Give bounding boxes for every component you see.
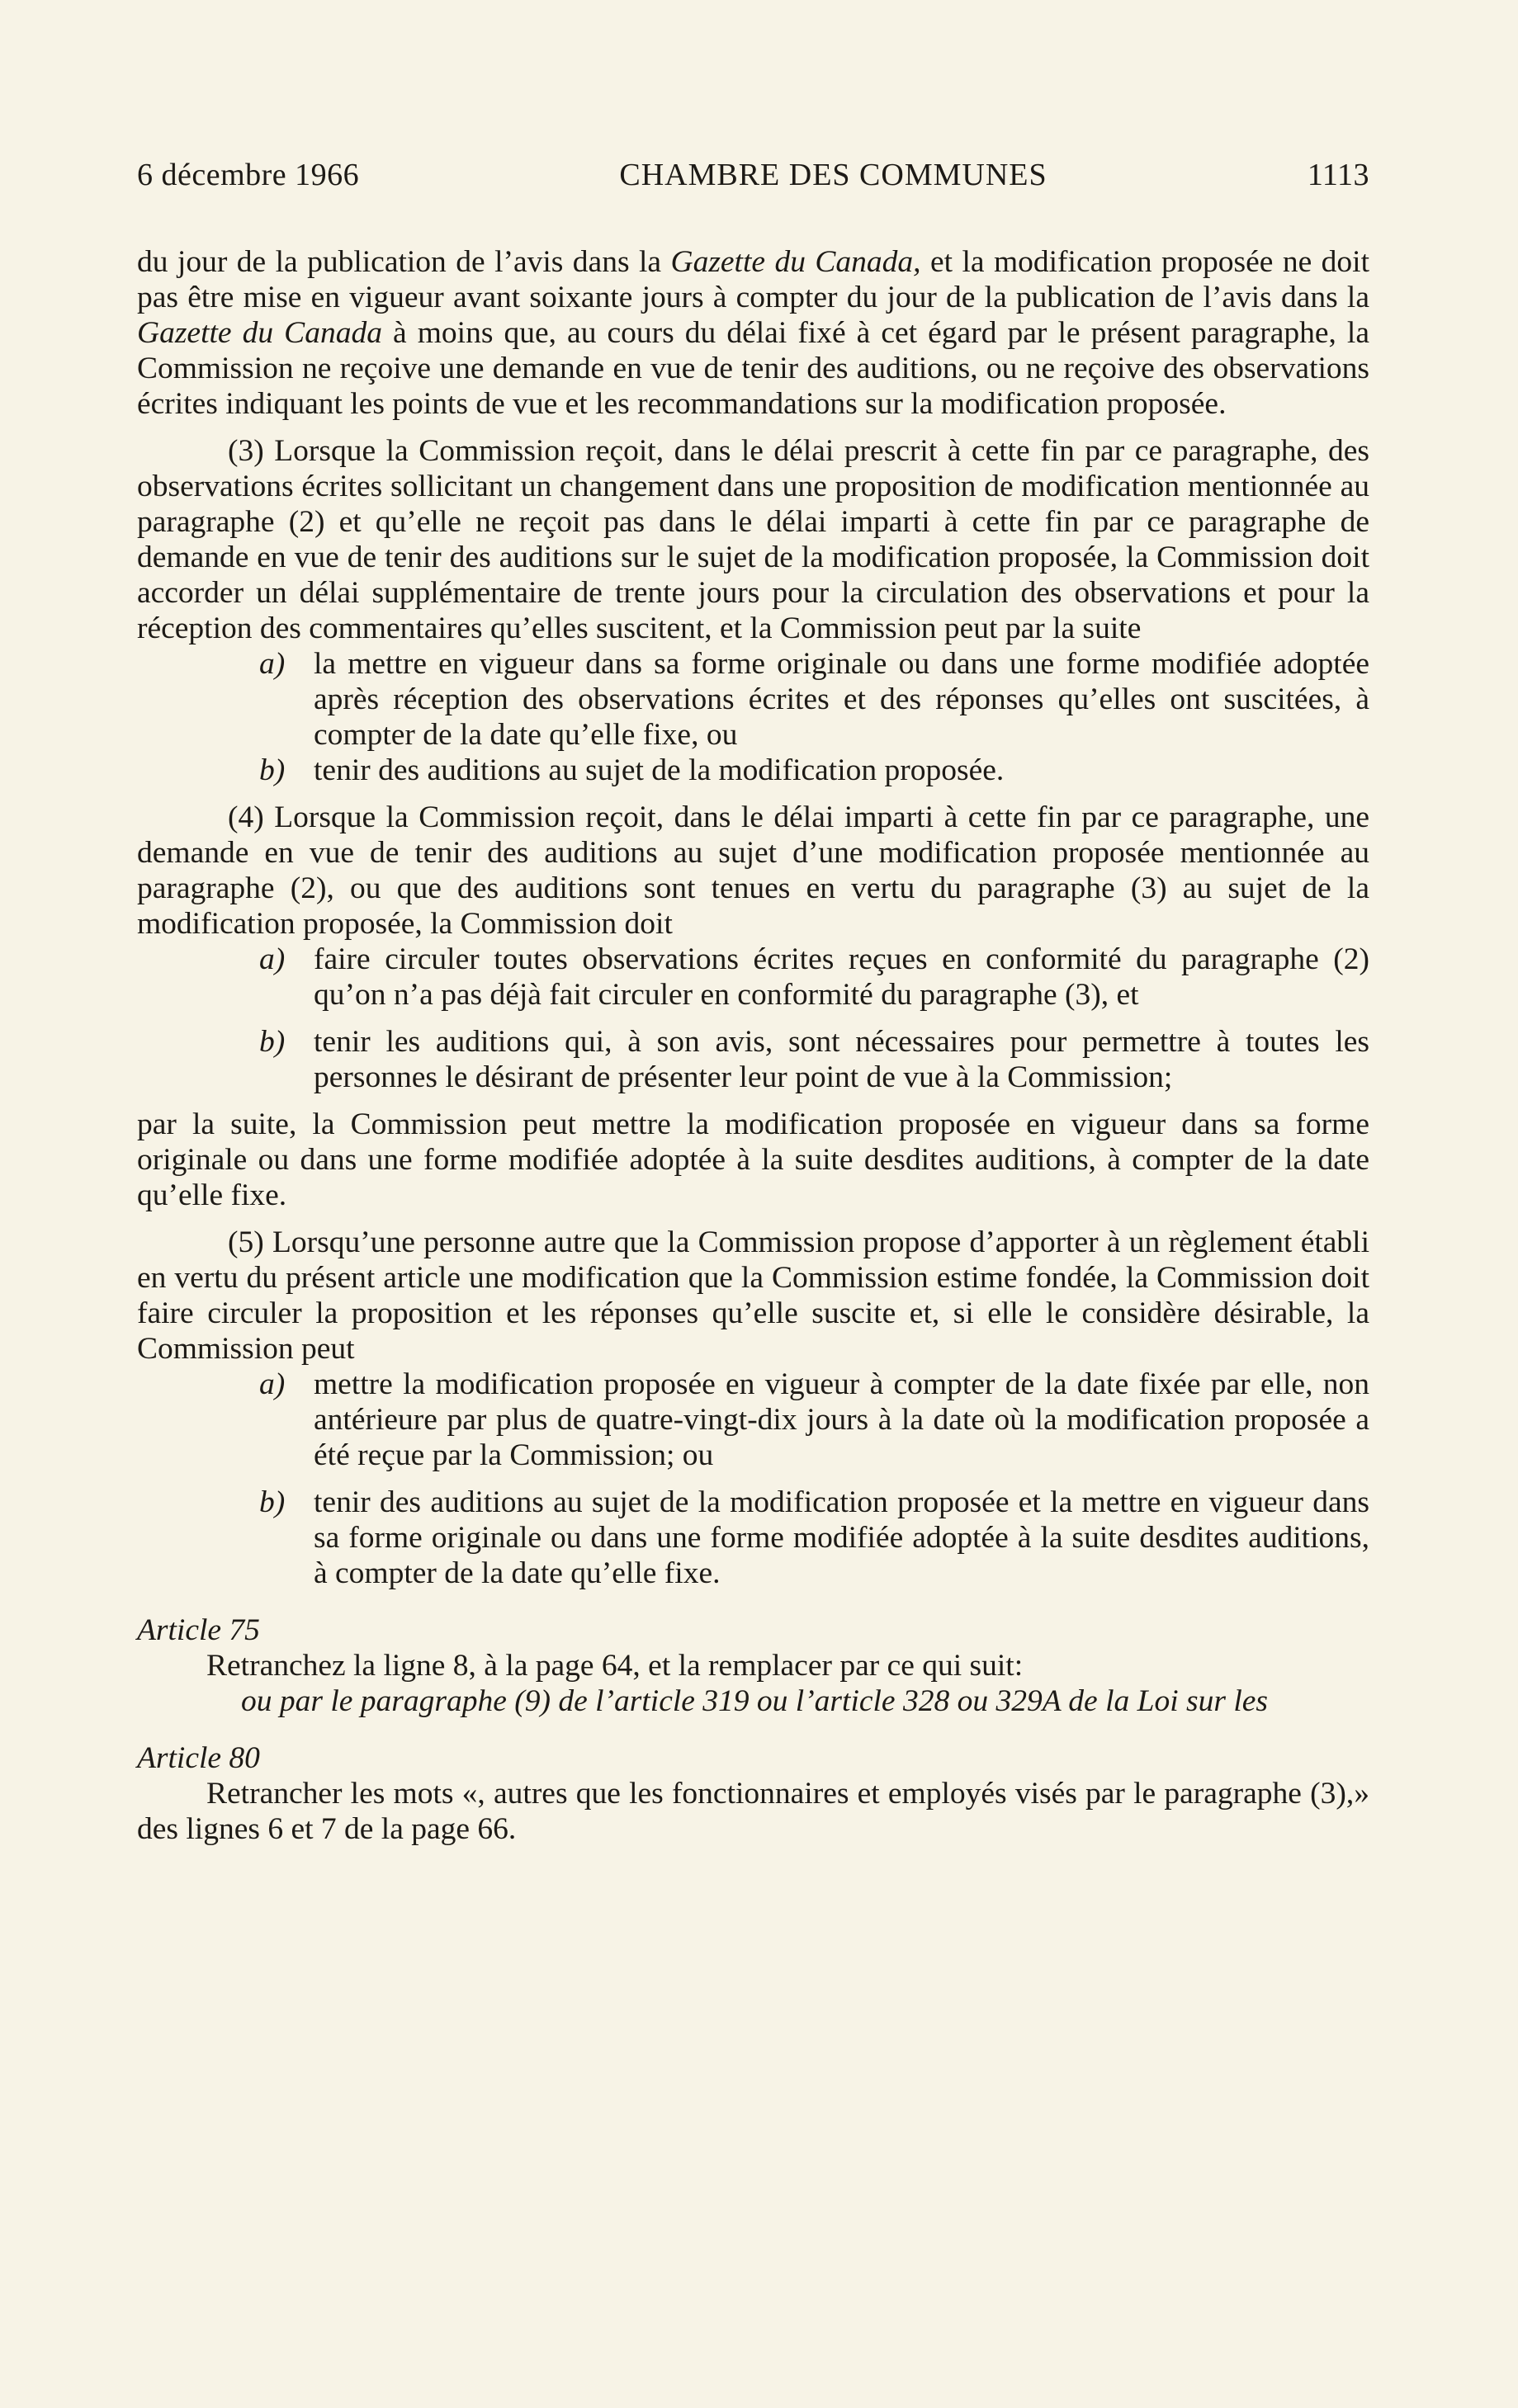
item-text: la mettre en vigueur dans sa forme originale ou dans une forme modifiée adoptée après réception des observations écrites et des réponses qu’elles ont suscitées, à compter de la date qu’elle fixe, ou (314, 647, 1369, 752)
paragraph-continuation (137, 244, 1369, 422)
paragraph-4: (4) Lorsque la Commission reçoit, dans le délai imparti à cette fin par ce paragraphe, une demande en vue de tenir des auditions au sujet d’une modification proposée mentionnée au paragraphe (2), ou que des auditions sont tenues en vertu du paragraphe (3) au sujet de la modification proposée, la Commission doit (137, 800, 1369, 941)
text-run: à moins que, au cours du délai fixé à cet égard par le présent paragraphe, la Commission ne reçoive une demande en vue de tenir des auditions, ou ne reçoive des observations écrites indiquant les points de vue et les recommandations sur la modification proposée. (137, 316, 1369, 421)
item-text: faire circuler toutes observations écrites reçues en conformité du paragraphe (2) qu’on n’a pas déjà fait circuler en conformité du paragraphe (3), et (314, 942, 1369, 1012)
item-label: a) (259, 942, 286, 976)
list-item (259, 1367, 1369, 1473)
text-run: du jour de la publication de l’avis dans la (137, 245, 671, 279)
document-body (137, 244, 1369, 1847)
item-label: a) (259, 647, 286, 681)
paragraph-3: (3) Lorsque la Commission reçoit, dans le délai prescrit à cette fin par ce paragraphe, des observations écrites sollicitant un changement dans une proposition de modification mentionnée au paragraphe (2) et qu’elle ne reçoit pas dans le délai imparti à cette fin par ce paragraphe de demande en vue de tenir des auditions sur le sujet de la modification proposée, la Commission doit accorder un délai supplémentaire de trente jours pour la circulation des observations et pour la réception des commentaires qu’elles suscitent, et la Commission peut par la suite (137, 434, 1369, 645)
article-75-quote: ou par le paragraphe (9) de l’article 319 ou l’article 328 ou 329A de la Loi sur les (241, 1684, 1268, 1718)
gazette-title: Gazette du Canada, (670, 245, 921, 279)
paragraph-5: (5) Lorsqu’une personne autre que la Commission propose d’apporter à un règlement établi en vertu du présent article une modification que la Commission estime fondée, la Commission doit faire circuler la proposition et les réponses qu’elle suscite et, si elle le considère désirable, la Commission peut (137, 1225, 1369, 1366)
paragraph-4-closing: par la suite, la Commission peut mettre la modification proposée en vigueur dans sa forme originale ou dans une forme modifiée adoptée à la suite desdites auditions, à compter de la date qu’elle fixe. (137, 1107, 1369, 1212)
list-item (259, 942, 1369, 1013)
page-number: 1113 (1307, 158, 1369, 192)
gazette-title: Gazette du Canada (137, 316, 382, 350)
item-label: b) (259, 753, 286, 787)
item-label: b) (259, 1025, 286, 1059)
article-80-heading: Article 80 (137, 1741, 260, 1775)
page-header (137, 157, 1369, 193)
list-item (259, 646, 1369, 753)
list-item (259, 753, 1369, 788)
article-80-instruction: Retrancher les mots «, autres que les fonctionnaires et employés visés par le paragraphe (3),» des lignes 6 et 7 de la page 66. (137, 1777, 1369, 1846)
header-title: CHAMBRE DES COMMUNES (619, 158, 1047, 192)
article-75-heading: Article 75 (137, 1613, 260, 1647)
text-run: et la modification proposée ne doit pas être mise en vigueur avant soixante jours à compter du jour de la publication de l’avis dans la (137, 245, 1369, 314)
article-75-instruction: Retranchez la ligne 8, à la page 64, et la remplacer par ce qui suit: (206, 1649, 1024, 1683)
item-text: tenir des auditions au sujet de la modification proposée et la mettre en vigueur dans sa forme originale ou dans une forme modifiée adoptée à la suite desdites auditions, à compter de la date qu’elle fixe. (314, 1485, 1369, 1590)
item-text: tenir des auditions au sujet de la modification proposée. (314, 753, 1005, 787)
item-text: tenir les auditions qui, à son avis, sont nécessaires pour permettre à toutes les personnes le désirant de présenter leur point de vue à la Commission; (314, 1025, 1369, 1094)
item-label: a) (259, 1367, 286, 1401)
list-item (259, 1024, 1369, 1095)
header-date: 6 décembre 1966 (137, 158, 360, 192)
item-text: mettre la modification proposée en vigueur à compter de la date fixée par elle, non antérieure par plus de quatre-vingt-dix jours à la date où la modification proposée a été reçue par la Commission; ou (314, 1367, 1369, 1472)
list-item (259, 1485, 1369, 1591)
item-label: b) (259, 1485, 286, 1519)
